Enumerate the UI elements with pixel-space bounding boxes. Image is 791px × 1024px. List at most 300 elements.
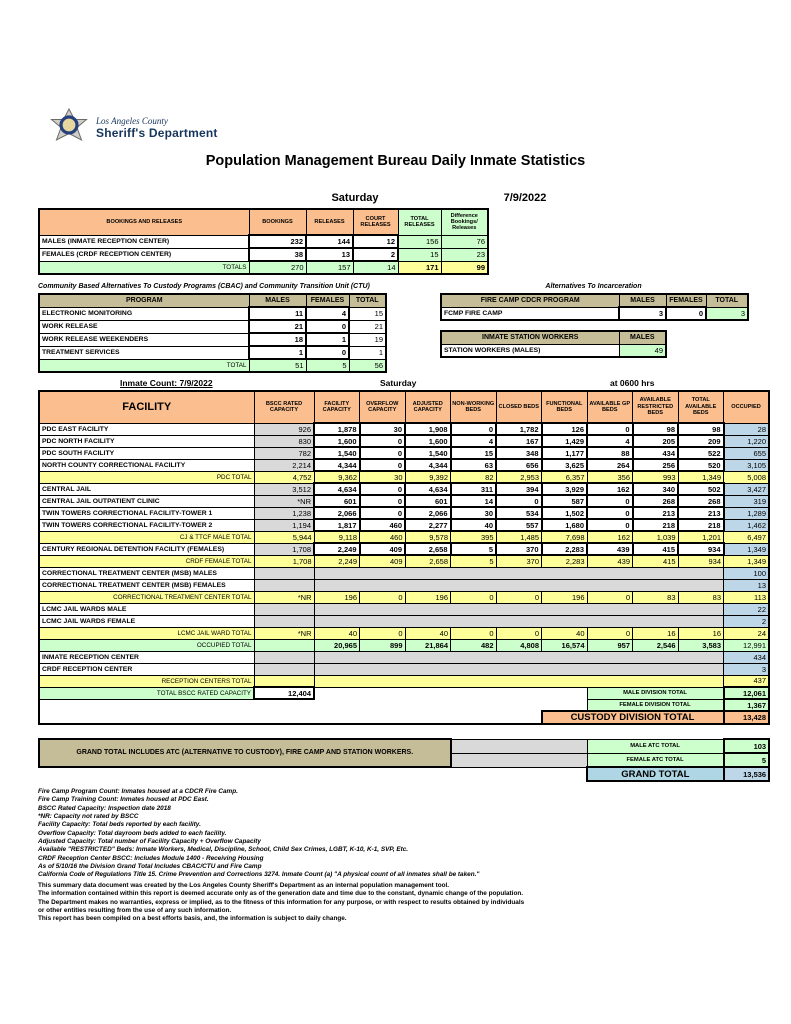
table-cell: 1,349 — [724, 543, 770, 555]
bookings-releases-table — [38, 208, 489, 275]
table-cell: 1,349 — [678, 471, 724, 483]
facility-row — [39, 531, 769, 543]
row-label: FCMP FIRE CAMP — [441, 307, 619, 320]
table-cell — [254, 639, 314, 651]
table-cell: 1 — [349, 346, 386, 359]
table-cell: 1,462 — [724, 519, 770, 531]
table-cell: 926 — [254, 423, 314, 435]
disclaimer — [38, 882, 524, 924]
table-cell: 21,864 — [405, 639, 451, 651]
station-workers-row — [441, 344, 666, 357]
facility-row — [39, 651, 769, 663]
table-cell: 1,289 — [724, 507, 770, 519]
footnote-line: BSCC Rated Capacity: Inspection date 2018 — [38, 804, 171, 812]
facility-row — [39, 471, 769, 483]
facility-row — [39, 483, 769, 495]
facility-col-header: AVAILABLE RESTRICTED BEDS — [633, 391, 679, 423]
table-cell: 51 — [249, 359, 306, 372]
agency-county: Los Angeles County — [96, 116, 168, 126]
table-cell: 830 — [254, 435, 314, 447]
table-cell: 30 — [360, 423, 406, 435]
table-cell: 415 — [633, 555, 679, 567]
table-cell: 0 — [451, 627, 497, 639]
table-cell: 99 — [441, 261, 488, 274]
summary-value: 12,404 — [254, 687, 314, 699]
facility-col-header: TOTAL AVAILABLE BEDS — [678, 391, 724, 423]
table-cell: 1 — [249, 346, 306, 359]
table-cell: 56 — [349, 359, 386, 372]
station-col-header: INMATE STATION WORKERS — [441, 331, 619, 344]
table-cell: 38 — [249, 248, 306, 261]
merged-cell — [314, 567, 724, 579]
cbac-row — [39, 320, 386, 333]
table-cell: 370 — [496, 555, 542, 567]
table-cell: 213 — [678, 507, 724, 519]
facility-col-header: FUNCTIONAL BEDS — [542, 391, 588, 423]
table-cell: 782 — [254, 447, 314, 459]
table-cell: 3,105 — [724, 459, 770, 471]
table-cell: 218 — [678, 519, 724, 531]
table-cell: 0 — [360, 483, 406, 495]
table-cell: 439 — [587, 555, 633, 567]
facility-name: CORRECTIONAL TREATMENT CENTER (MSB) FEMALES — [39, 579, 254, 591]
table-cell: 16 — [633, 627, 679, 639]
facility-row — [39, 675, 769, 687]
summary-label: CUSTODY DIVISION TOTAL — [542, 711, 724, 724]
facility-col-header: AVAILABLE GP BEDS — [587, 391, 633, 423]
fire-camp-header-row — [441, 294, 748, 307]
disclaimer-line: or other entities resulting from the use of any such information. — [38, 906, 232, 914]
spacer — [39, 767, 587, 781]
facility-row — [39, 579, 769, 591]
table-cell: 2,249 — [314, 543, 360, 555]
totals-label: TOTALS — [39, 261, 249, 274]
table-cell: 1,220 — [724, 435, 770, 447]
grand-total-block — [38, 738, 770, 782]
table-cell: 256 — [633, 459, 679, 471]
agency-dept: Sheriff's Department — [96, 126, 218, 140]
table-cell: 9,578 — [405, 531, 451, 543]
table-cell: 0 — [360, 447, 406, 459]
station-col-header: MALES — [619, 331, 666, 344]
facility-row — [39, 447, 769, 459]
table-cell — [254, 579, 314, 591]
bookings-col-header: RELEASES — [306, 209, 353, 235]
facility-row — [39, 507, 769, 519]
cbac-total-row — [39, 359, 386, 372]
bookings-title: BOOKINGS AND RELEASES — [39, 209, 249, 235]
table-cell: 19 — [349, 333, 386, 346]
sheriff-star-icon — [50, 108, 88, 148]
table-cell: 20,965 — [314, 639, 360, 651]
table-cell: 0 — [306, 320, 349, 333]
table-cell: 395 — [451, 531, 497, 543]
summary-label: MALE DIVISION TOTAL — [587, 687, 724, 699]
table-cell: 82 — [451, 471, 497, 483]
table-cell: 601 — [405, 495, 451, 507]
footnote-line: California Code of Regulations Title 15. Crime Prevention and Corrections 3274. Inmate Count (a) "A physical count of all inmates shall be taken." — [38, 871, 480, 879]
table-cell: 0 — [360, 627, 406, 639]
table-cell: 6,357 — [542, 471, 588, 483]
table-cell: *NR — [254, 495, 314, 507]
table-cell: 196 — [405, 591, 451, 603]
table-cell: 2,546 — [633, 639, 679, 651]
table-cell: 4,344 — [405, 459, 451, 471]
total-row-label: CJ & TTCF MALE TOTAL — [39, 531, 254, 543]
table-cell: 232 — [249, 235, 306, 248]
table-cell: 4,752 — [254, 471, 314, 483]
table-cell: 40 — [405, 627, 451, 639]
facility-table — [38, 390, 770, 725]
table-cell: 9,118 — [314, 531, 360, 543]
table-cell: *NR — [254, 627, 314, 639]
table-cell: 40 — [314, 627, 360, 639]
facility-name: TWIN TOWERS CORRECTIONAL FACILITY-TOWER 2 — [39, 519, 254, 531]
table-cell: 0 — [496, 591, 542, 603]
page-title: Population Management Bureau Daily Inmate Statistics — [205, 153, 586, 169]
table-cell: 460 — [360, 519, 406, 531]
table-cell: 1,680 — [542, 519, 588, 531]
summary-value: 13,428 — [724, 711, 770, 724]
merged-cell — [314, 675, 724, 687]
facility-col-header: NON-WORKING BEDS — [451, 391, 497, 423]
fire-camp-col-header: FIRE CAMP CDCR PROGRAM — [441, 294, 619, 307]
table-cell: 993 — [633, 471, 679, 483]
spacer — [39, 699, 587, 711]
table-cell: 460 — [360, 531, 406, 543]
table-cell: 157 — [306, 261, 353, 274]
table-cell: 162 — [587, 483, 633, 495]
merged-cell — [314, 651, 724, 663]
footnotes — [38, 788, 479, 880]
agency-name — [96, 116, 218, 140]
fire-camp-col-header: FEMALES — [666, 294, 706, 307]
table-cell: 434 — [633, 447, 679, 459]
grand-value: 5 — [724, 753, 770, 767]
table-cell: 5 — [451, 543, 497, 555]
table-cell: 409 — [360, 543, 406, 555]
cbac-header-row — [39, 294, 386, 307]
table-cell: 0 — [360, 459, 406, 471]
facility-row — [39, 663, 769, 675]
table-cell: 1,908 — [405, 423, 451, 435]
table-cell: 370 — [496, 543, 542, 555]
facility-name: CRDF RECEPTION CENTER — [39, 663, 254, 675]
table-cell: 3,625 — [542, 459, 588, 471]
facility-row — [39, 459, 769, 471]
grand-label: GRAND TOTAL — [587, 767, 724, 781]
facility-row — [39, 555, 769, 567]
table-cell: 482 — [451, 639, 497, 651]
total-row-label: PDC TOTAL — [39, 471, 254, 483]
table-cell: 409 — [360, 555, 406, 567]
table-cell: 209 — [678, 435, 724, 447]
table-cell: 557 — [496, 519, 542, 531]
table-cell: 14 — [451, 495, 497, 507]
table-cell: 171 — [398, 261, 441, 274]
table-cell: 1,194 — [254, 519, 314, 531]
summary-row-bscc — [39, 687, 769, 699]
facility-name: PDC SOUTH FACILITY — [39, 447, 254, 459]
table-cell: 1,540 — [405, 447, 451, 459]
facility-col-header: CLOSED BEDS — [496, 391, 542, 423]
facility-row — [39, 615, 769, 627]
footnote-line: CRDF Reception Center BSCC: Includes Module 1400 - Receiving Housing — [38, 854, 264, 862]
table-cell: 2,658 — [405, 555, 451, 567]
table-cell: 268 — [633, 495, 679, 507]
facility-name: CORRECTIONAL TREATMENT CENTER (MSB) MALES — [39, 567, 254, 579]
facility-row — [39, 435, 769, 447]
row-label: WORK RELEASE — [39, 320, 249, 333]
merged-cell — [314, 603, 724, 615]
bookings-row — [39, 235, 488, 248]
table-cell: 522 — [678, 447, 724, 459]
table-cell: 13 — [306, 248, 353, 261]
table-cell — [254, 675, 314, 687]
ati-title: Alternatives To Incarceration — [545, 283, 642, 290]
bookings-col-header: COURT RELEASES — [353, 209, 398, 235]
fire-camp-col-header: MALES — [619, 294, 666, 307]
table-cell: 311 — [451, 483, 497, 495]
table-cell: 22 — [724, 603, 770, 615]
table-cell: 2 — [724, 615, 770, 627]
table-cell: 205 — [633, 435, 679, 447]
total-row-label: CRDF FEMALE TOTAL — [39, 555, 254, 567]
row-label: ELECTRONIC MONITORING — [39, 307, 249, 320]
table-cell: 437 — [724, 675, 770, 687]
row-label: MALES (INMATE RECEPTION CENTER) — [39, 235, 249, 248]
table-cell: 434 — [724, 651, 770, 663]
fire-camp-row — [441, 307, 748, 320]
table-cell: 656 — [496, 459, 542, 471]
table-cell: 1,349 — [724, 555, 770, 567]
table-cell: 0 — [451, 591, 497, 603]
summary-row-custody — [39, 711, 769, 724]
facility-col-header: ADJUSTED CAPACITY — [405, 391, 451, 423]
facility-name: TWIN TOWERS CORRECTIONAL FACILITY-TOWER 1 — [39, 507, 254, 519]
table-cell: 5,944 — [254, 531, 314, 543]
table-cell: *NR — [254, 591, 314, 603]
table-cell: 83 — [678, 591, 724, 603]
table-cell: 0 — [360, 591, 406, 603]
facility-row — [39, 543, 769, 555]
grand-row-1 — [39, 739, 769, 753]
facility-name: CENTRAL JAIL — [39, 483, 254, 495]
table-cell: 100 — [724, 567, 770, 579]
grand-value: 103 — [724, 739, 770, 753]
table-cell — [254, 651, 314, 663]
table-cell: 0 — [587, 591, 633, 603]
table-cell: 4,808 — [496, 639, 542, 651]
table-cell: 0 — [587, 495, 633, 507]
table-cell: 4 — [587, 435, 633, 447]
table-cell: 2,953 — [496, 471, 542, 483]
table-cell: 655 — [724, 447, 770, 459]
table-cell: 2,658 — [405, 543, 451, 555]
table-cell: 196 — [314, 591, 360, 603]
merged-cell — [314, 615, 724, 627]
cbac-col-header: TOTAL — [349, 294, 386, 307]
summary-row-female — [39, 699, 769, 711]
table-cell: 16 — [678, 627, 724, 639]
disclaimer-line: This summary data document was created by the Los Angeles County Sheriff's Department as an internal population management tool. — [38, 882, 450, 889]
table-cell: 520 — [678, 459, 724, 471]
total-row-label: LCMC JAIL WARD TOTAL — [39, 627, 254, 639]
row-label: WORK RELEASE WEEKENDERS — [39, 333, 249, 346]
table-cell: 4,344 — [314, 459, 360, 471]
facility-row — [39, 627, 769, 639]
facility-col-header: FACILITY — [39, 391, 254, 423]
table-cell: 1,540 — [314, 447, 360, 459]
table-cell: 348 — [496, 447, 542, 459]
table-cell: 439 — [587, 543, 633, 555]
table-cell: 934 — [678, 555, 724, 567]
table-cell: 415 — [633, 543, 679, 555]
spacer — [314, 687, 587, 699]
table-cell: 1,039 — [633, 531, 679, 543]
table-cell: 601 — [314, 495, 360, 507]
table-cell: 4,634 — [405, 483, 451, 495]
cbac-row — [39, 333, 386, 346]
table-cell: 1,817 — [314, 519, 360, 531]
table-cell: 15 — [349, 307, 386, 320]
table-cell: 899 — [360, 639, 406, 651]
table-cell: 12,991 — [724, 639, 770, 651]
table-cell: 18 — [249, 333, 306, 346]
table-cell: 4 — [451, 435, 497, 447]
summary-label: TOTAL BSCC RATED CAPACITY — [39, 687, 254, 699]
grand-note: GRAND TOTAL INCLUDES ATC (ALTERNATIVE TO CUSTODY), FIRE CAMP AND STATION WORKERS. — [39, 739, 451, 767]
facility-row — [39, 603, 769, 615]
footnote-line: Fire Camp Program Count: Inmates housed at a CDCR Fire Camp. — [38, 788, 238, 795]
table-cell: 3,427 — [724, 483, 770, 495]
bookings-col-header: TOTAL RELEASES — [398, 209, 441, 235]
table-cell: 9,362 — [314, 471, 360, 483]
grand-row-3 — [39, 767, 769, 781]
facility-col-header: FACILITY CAPACITY — [314, 391, 360, 423]
table-cell: 264 — [587, 459, 633, 471]
table-cell — [254, 663, 314, 675]
cbac-row — [39, 346, 386, 359]
cbac-row — [39, 307, 386, 320]
table-cell: 14 — [353, 261, 398, 274]
report-date: 7/9/2022 — [503, 192, 547, 204]
summary-value: 1,367 — [724, 699, 770, 711]
table-cell: 63 — [451, 459, 497, 471]
table-cell: 394 — [496, 483, 542, 495]
table-cell: 3,512 — [254, 483, 314, 495]
table-cell: 1,600 — [314, 435, 360, 447]
table-cell: 1,600 — [405, 435, 451, 447]
facility-row — [39, 495, 769, 507]
spacer — [451, 753, 588, 767]
table-cell: 1,429 — [542, 435, 588, 447]
table-cell: 4 — [306, 307, 349, 320]
table-cell: 16,574 — [542, 639, 588, 651]
grand-value: 13,536 — [724, 767, 770, 781]
footnote-line: Available "RESTRICTED" Beds: Inmate Workers, Medical, Discipline, School, Child Sex Crimes, LGBT, K-10, K-1, SVP, Etc. — [38, 846, 409, 854]
table-cell: 24 — [724, 627, 770, 639]
table-cell: 21 — [249, 320, 306, 333]
table-cell: 98 — [633, 423, 679, 435]
table-cell: 1 — [306, 333, 349, 346]
facility-name: CENTRAL JAIL OUTPATIENT CLINIC — [39, 495, 254, 507]
fire-camp-table — [440, 293, 749, 321]
table-cell: 13 — [724, 579, 770, 591]
table-cell: 0 — [306, 346, 349, 359]
disclaimer-line: The Department makes no warranties, express or implied, as to the fitness of this information for any purpose, or with respect to results obtained by individuals — [38, 898, 525, 906]
table-cell: 534 — [496, 507, 542, 519]
table-cell: 268 — [678, 495, 724, 507]
table-cell: 83 — [633, 591, 679, 603]
table-cell: 1,201 — [678, 531, 724, 543]
table-cell: 1,878 — [314, 423, 360, 435]
facility-row — [39, 567, 769, 579]
grand-label: FEMALE ATC TOTAL — [587, 753, 724, 767]
table-cell: 21 — [349, 320, 386, 333]
facility-name: CENTURY REGIONAL DETENTION FACILITY (FEMALES) — [39, 543, 254, 555]
table-cell: 30 — [451, 507, 497, 519]
spacer — [451, 739, 588, 753]
table-cell: 0 — [496, 627, 542, 639]
table-cell: 0 — [587, 507, 633, 519]
table-cell: 2,214 — [254, 459, 314, 471]
total-row-label: CORRECTIONAL TREATMENT CENTER TOTAL — [39, 591, 254, 603]
cbac-col-header: FEMALES — [306, 294, 349, 307]
table-cell: 319 — [724, 495, 770, 507]
bookings-col-header: BOOKINGS — [249, 209, 306, 235]
table-cell: 3 — [706, 307, 748, 320]
facility-name: INMATE RECEPTION CENTER — [39, 651, 254, 663]
row-label: TREATMENT SERVICES — [39, 346, 249, 359]
facility-row — [39, 423, 769, 435]
cbac-col-header: MALES — [249, 294, 306, 307]
table-cell — [254, 615, 314, 627]
table-cell: 1,502 — [542, 507, 588, 519]
row-label: FEMALES (CRDF RECEPTION CENTER) — [39, 248, 249, 261]
table-cell: 587 — [542, 495, 588, 507]
table-cell: 3 — [619, 307, 666, 320]
table-cell: 0 — [587, 519, 633, 531]
table-cell: 7,698 — [542, 531, 588, 543]
table-cell: 167 — [496, 435, 542, 447]
table-cell: 2,283 — [542, 555, 588, 567]
table-cell: 934 — [678, 543, 724, 555]
table-cell: 0 — [451, 423, 497, 435]
cbac-col-header: PROGRAM — [39, 294, 249, 307]
table-cell: 356 — [587, 471, 633, 483]
summary-label: FEMALE DIVISION TOTAL — [587, 699, 724, 711]
table-cell: 144 — [306, 235, 353, 248]
footnote-line: Adjusted Capacity: Total number of Facility Capacity + Overflow Capacity — [38, 837, 261, 845]
cbac-title: Community Based Alternatives To Custody Programs (CBAC) and Community Transition Unit (CTU) — [38, 283, 370, 290]
table-cell: 0 — [587, 423, 633, 435]
table-cell: 98 — [678, 423, 724, 435]
inmate-count-day: Saturday — [380, 378, 417, 388]
merged-cell — [314, 663, 724, 675]
table-cell: 957 — [587, 639, 633, 651]
table-cell: 1,708 — [254, 555, 314, 567]
table-cell: 2,066 — [405, 507, 451, 519]
table-cell: 40 — [542, 627, 588, 639]
table-cell: 15 — [451, 447, 497, 459]
table-cell: 162 — [587, 531, 633, 543]
inmate-count-label: Inmate Count: 7/9/2022 — [120, 378, 213, 388]
table-cell: 2,277 — [405, 519, 451, 531]
table-cell: 2,249 — [314, 555, 360, 567]
table-cell: 76 — [441, 235, 488, 248]
table-cell: 340 — [633, 483, 679, 495]
